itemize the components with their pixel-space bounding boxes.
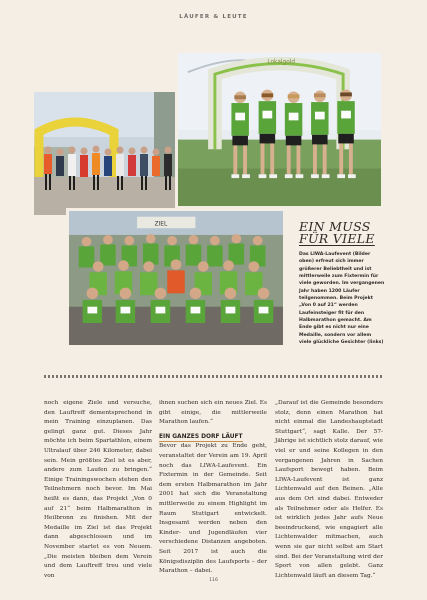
section-header: LÄUFER & LEUTE xyxy=(179,14,248,20)
finish-banner-text: ZIEL xyxy=(154,221,168,228)
photo-finish-runners xyxy=(175,50,384,209)
text-column-3 xyxy=(275,399,383,581)
column-2-paragraph-1: ihnen suchen sich ein neues Ziel. Es gibt einige, die mittlerweile Marathon laufen.“ xyxy=(159,400,267,426)
subheading: EIN GANZES DORF LÄUFT xyxy=(159,433,243,440)
caption-title-line1: EIN MUSS xyxy=(299,219,371,234)
column-3-paragraph: „Darauf ist die Gemeinde besonders stolz, denn einen Marathon hat nicht einmal die Landeshauptstadt Stuttgart“, sagt Kalle. Der 57-Jährige ist sichtlich stolz darauf, wie viel er und seine Kollegen in den vergangenen Jahren in Sachen Laufsport bewegt haben. Beim LIWA-Laufevent ist ganz Lichtenwald auf den Beinen. „Alle aus dem Ort sind dabei. Entweder als Teilnehmer oder als Helfer. Es ist wirklich jedes Jahr aufs Neue beeindruckend, wie engagiert alle Lichtenwalder mitmachen, auch wenn sie gar nicht selbst am Start sind. Bei der Veranstaltung wird der Sport von allen gelebt. Ganz Lichtenwald läuft an diesem Tag.“ xyxy=(275,400,383,579)
arch-banner-text: Lokalgold xyxy=(267,59,296,66)
section-divider xyxy=(44,375,384,378)
text-column-2 xyxy=(159,399,267,577)
column-2-paragraph-2: Bevor das Projekt zu Ende geht, veranstaltet der Verein am 19. April noch das LIWA-Laufevent. Ein Fixtermin in der Gemeinde. Seit dem ersten Halbmarathon im Jahr 2001 hat sich die Veranstaltung mittlerweile zu einem Highlight im Raum Stuttgart entwickelt. Insgesamt werden neben den Kinder- und Jugendläufen vier verschiedene Distanzen angeboten. Seit 2017 ist auch die Königsdisziplin des Laufsports – der Marathon – dabei. xyxy=(159,443,267,575)
photo-group-finishers xyxy=(66,208,286,348)
caption-title xyxy=(299,221,385,245)
text-column-1 xyxy=(44,399,152,581)
caption-title-line2: FÜR VIELE xyxy=(299,231,375,246)
caption-text: Das LIWA-Laufevent (Bilder oben) erfreut sich immer größerer Beliebtheit und ist mittlerweile zum Fixtermin für viele geworden. Im vergangenen Jahr haben 1200 Läufer teilgenommen. Beim Projekt „Von 0 auf 21“ werden Laufeinsteiger fit für den Halbmarathon gemacht. Am Ende gibt es nicht nur eine Medaille, sondern vor allem viele glückliche Gesichter (links) xyxy=(299,252,385,346)
column-1-paragraph: noch eigene Ziele und versuche, den Lauftreff dementsprechend in mein Training einzuplanen. Das gelingt ganz gut. Dieses Jahr möchte ich beim Spartathlon, einem Ultralauf über 246 Kilometer, dabei sein. Mein größtes Ziel ist es aber, andere zum Laufen zu bringen.“ Einige Trainingswochen stehen den Teilnehmern noch bevor. Im Mai heißt es dann, das Projekt „Von 0 auf 21“ beim Halbmarathon in Heilbronn zu finishen. Mit der Medaille im Ziel ist das Projekt dann abgeschlossen und im November startet es von Neuem. „Die meisten bleiben dem Verein und dem Lauftreff treu und viele von xyxy=(44,400,152,579)
photo-caption-box xyxy=(299,221,385,346)
page-number: 116 xyxy=(209,578,218,583)
